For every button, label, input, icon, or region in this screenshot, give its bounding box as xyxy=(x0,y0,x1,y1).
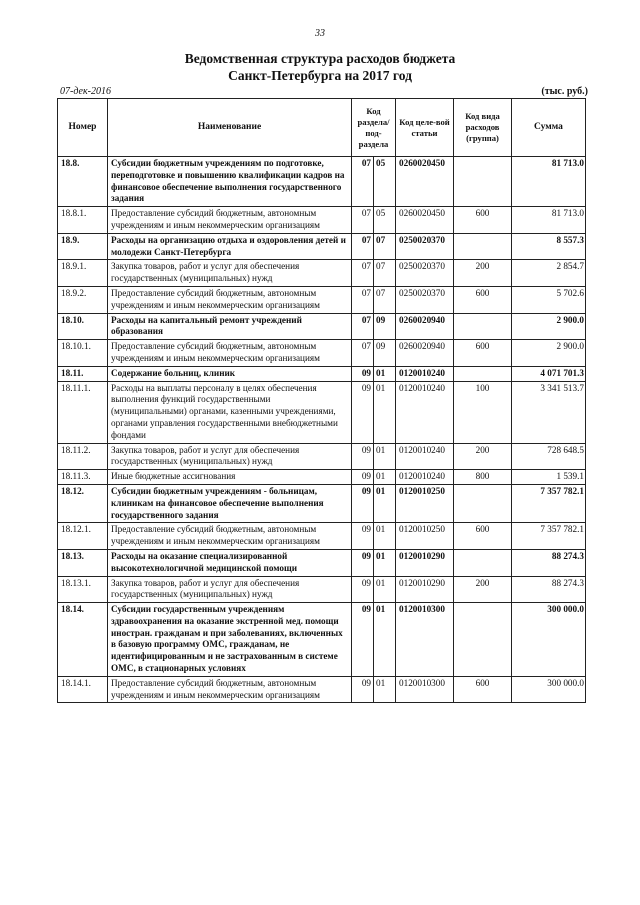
table-row xyxy=(58,576,586,603)
table-body xyxy=(58,157,586,703)
row-subsection-code: 01 xyxy=(374,484,396,522)
row-sum: 81 713.0 xyxy=(512,207,586,234)
row-expense-type xyxy=(454,484,512,522)
row-subsection-code: 09 xyxy=(374,340,396,367)
row-number: 18.14. xyxy=(58,603,108,677)
row-number: 18.8.1. xyxy=(58,207,108,234)
row-number: 18.10. xyxy=(58,313,108,340)
row-name: Расходы на организацию отдыха и оздоровления детей и молодежи Санкт-Петербурга xyxy=(108,233,352,260)
row-subsection-code: 01 xyxy=(374,676,396,703)
document-date: 07-дек-2016 xyxy=(60,86,111,97)
header-expense-type: Код вида расходов (группа) xyxy=(454,99,512,157)
row-target-code: 0260020940 xyxy=(396,340,454,367)
table-row xyxy=(58,381,586,443)
row-target-code: 0250020370 xyxy=(396,260,454,287)
row-sum: 300 000.0 xyxy=(512,603,586,677)
table-row xyxy=(58,366,586,381)
title-line-2: Санкт-Петербурга на 2017 год xyxy=(228,68,412,83)
page-number: 33 xyxy=(315,28,325,39)
budget-table xyxy=(57,98,586,703)
row-target-code: 0120010250 xyxy=(396,523,454,550)
header-number: Номер xyxy=(58,99,108,157)
row-number: 18.11. xyxy=(58,366,108,381)
row-section-code: 07 xyxy=(352,157,374,207)
table-row xyxy=(58,340,586,367)
table-row xyxy=(58,523,586,550)
row-sum: 5 702.6 xyxy=(512,286,586,313)
row-number: 18.11.1. xyxy=(58,381,108,443)
row-section-code: 09 xyxy=(352,676,374,703)
row-number: 18.14.1. xyxy=(58,676,108,703)
header-section: Код раздела/ под-раздела xyxy=(352,99,396,157)
row-sum: 1 539.1 xyxy=(512,470,586,485)
row-expense-type: 200 xyxy=(454,576,512,603)
row-sum: 7 357 782.1 xyxy=(512,523,586,550)
row-subsection-code: 01 xyxy=(374,576,396,603)
row-subsection-code: 01 xyxy=(374,443,396,470)
header-name: Наименование xyxy=(108,99,352,157)
row-section-code: 09 xyxy=(352,366,374,381)
row-name: Предоставление субсидий бюджетным, автономным учреждениям и иным некоммерческим организациям xyxy=(108,207,352,234)
row-expense-type: 600 xyxy=(454,207,512,234)
row-expense-type xyxy=(454,366,512,381)
table-row xyxy=(58,443,586,470)
row-sum: 2 854.7 xyxy=(512,260,586,287)
row-section-code: 09 xyxy=(352,603,374,677)
row-expense-type xyxy=(454,233,512,260)
row-sum: 2 900.0 xyxy=(512,313,586,340)
row-name: Предоставление субсидий бюджетным, автономным учреждениям и иным некоммерческим организациям xyxy=(108,286,352,313)
row-target-code: 0260020450 xyxy=(396,207,454,234)
table-row xyxy=(58,207,586,234)
table-row xyxy=(58,676,586,703)
row-number: 18.13.1. xyxy=(58,576,108,603)
row-expense-type: 600 xyxy=(454,676,512,703)
row-section-code: 07 xyxy=(352,313,374,340)
table-row xyxy=(58,286,586,313)
row-target-code: 0260020450 xyxy=(396,157,454,207)
row-subsection-code: 05 xyxy=(374,207,396,234)
row-sum: 81 713.0 xyxy=(512,157,586,207)
row-expense-type: 800 xyxy=(454,470,512,485)
table-row xyxy=(58,603,586,677)
row-subsection-code: 05 xyxy=(374,157,396,207)
row-section-code: 09 xyxy=(352,576,374,603)
row-name: Предоставление субсидий бюджетным, автономным учреждениям и иным некоммерческим организациям xyxy=(108,676,352,703)
row-target-code: 0120010250 xyxy=(396,484,454,522)
row-subsection-code: 07 xyxy=(374,233,396,260)
header-target: Код целе-вой статьи xyxy=(396,99,454,157)
row-subsection-code: 01 xyxy=(374,523,396,550)
row-target-code: 0120010290 xyxy=(396,576,454,603)
row-target-code: 0120010240 xyxy=(396,470,454,485)
row-expense-type: 200 xyxy=(454,443,512,470)
row-number: 18.11.2. xyxy=(58,443,108,470)
row-number: 18.9. xyxy=(58,233,108,260)
row-name: Закупка товаров, работ и услуг для обеспечения государственных (муниципальных) нужд xyxy=(108,260,352,287)
row-name: Предоставление субсидий бюджетным, автономным учреждениям и иным некоммерческим организациям xyxy=(108,340,352,367)
row-number: 18.11.3. xyxy=(58,470,108,485)
row-name: Предоставление субсидий бюджетным, автономным учреждениям и иным некоммерческим организациям xyxy=(108,523,352,550)
row-expense-type: 600 xyxy=(454,340,512,367)
row-sum: 7 357 782.1 xyxy=(512,484,586,522)
row-target-code: 0260020940 xyxy=(396,313,454,340)
row-subsection-code: 01 xyxy=(374,470,396,485)
row-section-code: 09 xyxy=(352,484,374,522)
row-subsection-code: 01 xyxy=(374,549,396,576)
row-subsection-code: 09 xyxy=(374,313,396,340)
row-sum: 728 648.5 xyxy=(512,443,586,470)
row-section-code: 07 xyxy=(352,207,374,234)
row-expense-type: 600 xyxy=(454,286,512,313)
row-sum: 2 900.0 xyxy=(512,340,586,367)
table-row xyxy=(58,313,586,340)
row-section-code: 09 xyxy=(352,549,374,576)
table-row xyxy=(58,260,586,287)
table-header-row xyxy=(58,99,586,157)
units-label: (тыс. руб.) xyxy=(541,86,588,97)
row-section-code: 07 xyxy=(352,233,374,260)
header-sum: Сумма xyxy=(512,99,586,157)
row-section-code: 09 xyxy=(352,470,374,485)
row-sum: 88 274.3 xyxy=(512,549,586,576)
table-row xyxy=(58,549,586,576)
row-name: Иные бюджетные ассигнования xyxy=(108,470,352,485)
row-expense-type xyxy=(454,313,512,340)
table-row xyxy=(58,484,586,522)
row-target-code: 0120010300 xyxy=(396,676,454,703)
row-section-code: 09 xyxy=(352,523,374,550)
row-name: Субсидии бюджетным учреждениям по подготовке, переподготовке и повышению квалификации кадров на финансовое обеспечение выполнения государственного задания xyxy=(108,157,352,207)
row-section-code: 09 xyxy=(352,443,374,470)
row-number: 18.8. xyxy=(58,157,108,207)
row-name: Субсидии государственным учреждениям здравоохранения на оказание экстренной мед. помощи иностран. гражданам и при заболеваниях, включенных в базовую программу ОМС, гражданам, не идентифицированным и не застрахованным в системе ОМС, в стационарных условиях xyxy=(108,603,352,677)
row-number: 18.9.1. xyxy=(58,260,108,287)
row-subsection-code: 01 xyxy=(374,366,396,381)
row-number: 18.12.1. xyxy=(58,523,108,550)
row-subsection-code: 01 xyxy=(374,603,396,677)
row-number: 18.12. xyxy=(58,484,108,522)
row-number: 18.10.1. xyxy=(58,340,108,367)
document-title xyxy=(0,50,640,84)
row-name: Расходы на оказание специализированной высокотехнологичной медицинской помощи xyxy=(108,549,352,576)
row-target-code: 0250020370 xyxy=(396,286,454,313)
row-expense-type: 200 xyxy=(454,260,512,287)
row-section-code: 07 xyxy=(352,286,374,313)
row-sum: 4 071 701.3 xyxy=(512,366,586,381)
table-row xyxy=(58,470,586,485)
row-expense-type: 600 xyxy=(454,523,512,550)
row-subsection-code: 07 xyxy=(374,286,396,313)
row-name: Закупка товаров, работ и услуг для обеспечения государственных (муниципальных) нужд xyxy=(108,576,352,603)
row-section-code: 07 xyxy=(352,260,374,287)
row-number: 18.9.2. xyxy=(58,286,108,313)
row-target-code: 0250020370 xyxy=(396,233,454,260)
table-row xyxy=(58,233,586,260)
row-expense-type: 100 xyxy=(454,381,512,443)
row-sum: 3 341 513.7 xyxy=(512,381,586,443)
row-number: 18.13. xyxy=(58,549,108,576)
row-name: Содержание больниц, клиник xyxy=(108,366,352,381)
table-row xyxy=(58,157,586,207)
row-expense-type xyxy=(454,603,512,677)
row-target-code: 0120010240 xyxy=(396,443,454,470)
row-target-code: 0120010240 xyxy=(396,381,454,443)
row-name: Субсидии бюджетным учреждениям - больницам, клиникам на финансовое обеспечение выполнения государственного задания xyxy=(108,484,352,522)
row-name: Расходы на выплаты персоналу в целях обеспечения выполнения функций государственными (муниципальными) органами, казенными учреждениями, органами управления государственными внебюджетными фондами xyxy=(108,381,352,443)
row-sum: 88 274.3 xyxy=(512,576,586,603)
row-expense-type xyxy=(454,549,512,576)
row-name: Расходы на капитальный ремонт учреждений образования xyxy=(108,313,352,340)
title-line-1: Ведомственная структура расходов бюджета xyxy=(184,51,456,66)
row-target-code: 0120010240 xyxy=(396,366,454,381)
row-subsection-code: 07 xyxy=(374,260,396,287)
row-subsection-code: 01 xyxy=(374,381,396,443)
row-section-code: 09 xyxy=(352,381,374,443)
row-section-code: 07 xyxy=(352,340,374,367)
row-target-code: 0120010300 xyxy=(396,603,454,677)
row-expense-type xyxy=(454,157,512,207)
row-target-code: 0120010290 xyxy=(396,549,454,576)
row-name: Закупка товаров, работ и услуг для обеспечения государственных (муниципальных) нужд xyxy=(108,443,352,470)
row-sum: 8 557.3 xyxy=(512,233,586,260)
row-sum: 300 000.0 xyxy=(512,676,586,703)
